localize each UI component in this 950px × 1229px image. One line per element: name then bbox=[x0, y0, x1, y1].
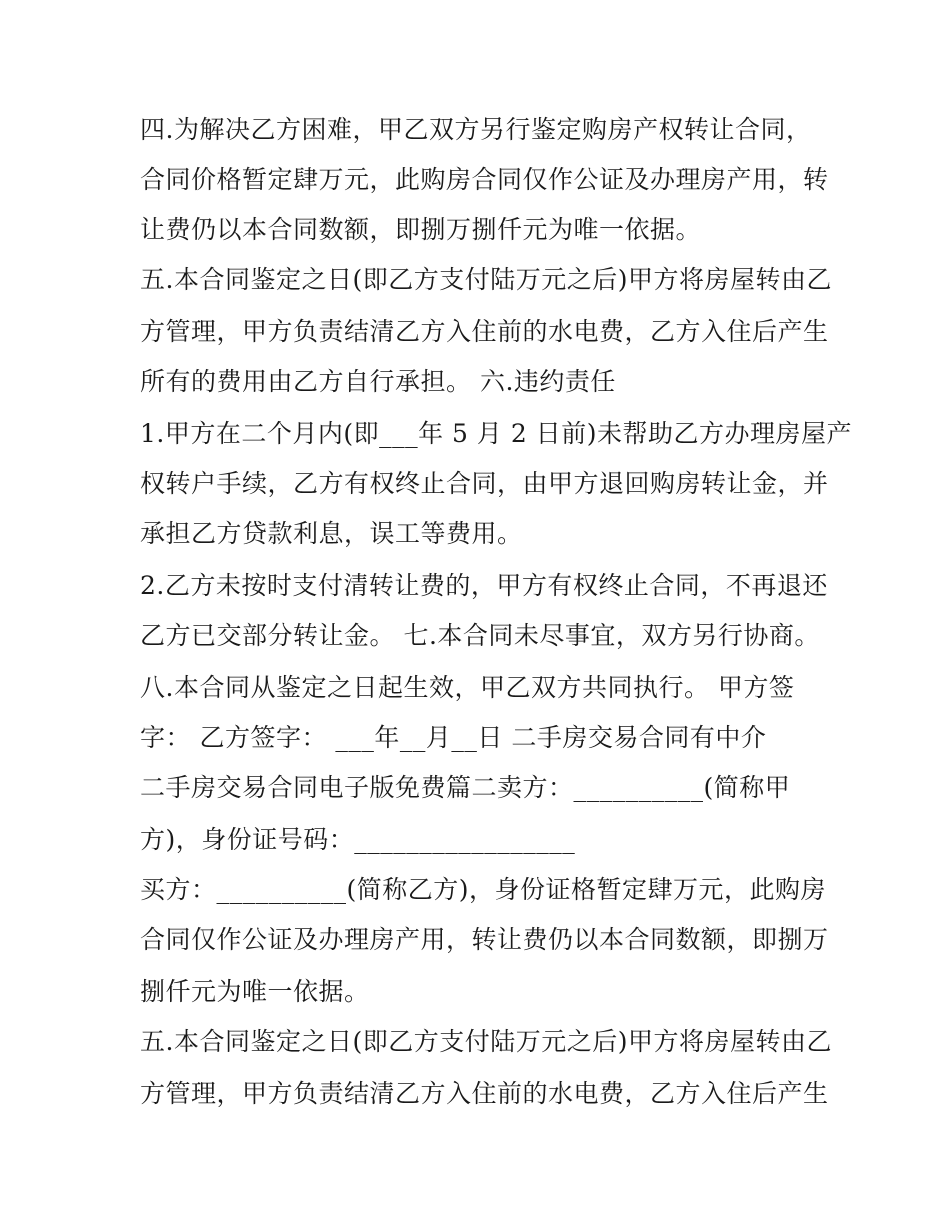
text-line-16: 买方：__________(简称乙方)，身份证格暂定肆万元，此购房 bbox=[140, 875, 827, 904]
text-line-12: 八.本合同从鉴定之日起生效，甲乙双方共同执行。 甲方签 bbox=[140, 673, 795, 702]
text-line-7: 1.甲方在二个月内(即___年 5 月 2 日前)未帮助乙方办理房屋产 bbox=[140, 419, 852, 448]
text-line-10: 2.乙方未按时支付清转让费的，甲方有权终止合同，不再退还 bbox=[140, 571, 828, 600]
text-line-6: 所有的费用由乙方自行承担。 六.违约责任 bbox=[140, 367, 616, 396]
text-line-14: 二手房交易合同电子版免费篇二卖方：__________(简称甲 bbox=[140, 773, 791, 802]
text-line-18: 捌仟元为唯一依据。 bbox=[140, 977, 370, 1006]
text-line-3: 让费仍以本合同数额，即捌万捌仟元为唯一依据。 bbox=[140, 215, 702, 244]
text-line-15: 方)，身份证号码：_________________ bbox=[140, 825, 576, 854]
text-line-4: 五.本合同鉴定之日(即乙方支付陆万元之后)甲方将房屋转由乙 bbox=[140, 265, 832, 294]
text-line-5: 方管理，甲方负责结清乙方入住前的水电费，乙方入住后产生 bbox=[140, 317, 829, 346]
text-line-19: 五.本合同鉴定之日(即乙方支付陆万元之后)甲方将房屋转由乙 bbox=[140, 1027, 832, 1056]
text-line-1: 四.为解决乙方困难，甲乙双方另行鉴定购房产权转让合同， bbox=[140, 115, 812, 144]
text-line-17: 合同仅作公证及办理房产用，转让费仍以本合同数额，即捌万 bbox=[140, 925, 829, 954]
text-line-2: 合同价格暂定肆万元，此购房合同仅作公证及办理房产用，转 bbox=[140, 165, 829, 194]
text-line-20: 方管理，甲方负责结清乙方入住前的水电费，乙方入住后产生 bbox=[140, 1079, 829, 1108]
text-line-9: 承担乙方贷款利息，误工等费用。 bbox=[140, 519, 523, 548]
text-line-8: 权转户手续，乙方有权终止合同，由甲方退回购房转让金，并 bbox=[140, 469, 829, 498]
text-line-11: 乙方已交部分转让金。 七.本合同未尽事宜，双方另行协商。 bbox=[140, 621, 820, 650]
text-line-13: 字： 乙方签字： ___年__月__日 二手房交易合同有中介 bbox=[140, 723, 767, 752]
